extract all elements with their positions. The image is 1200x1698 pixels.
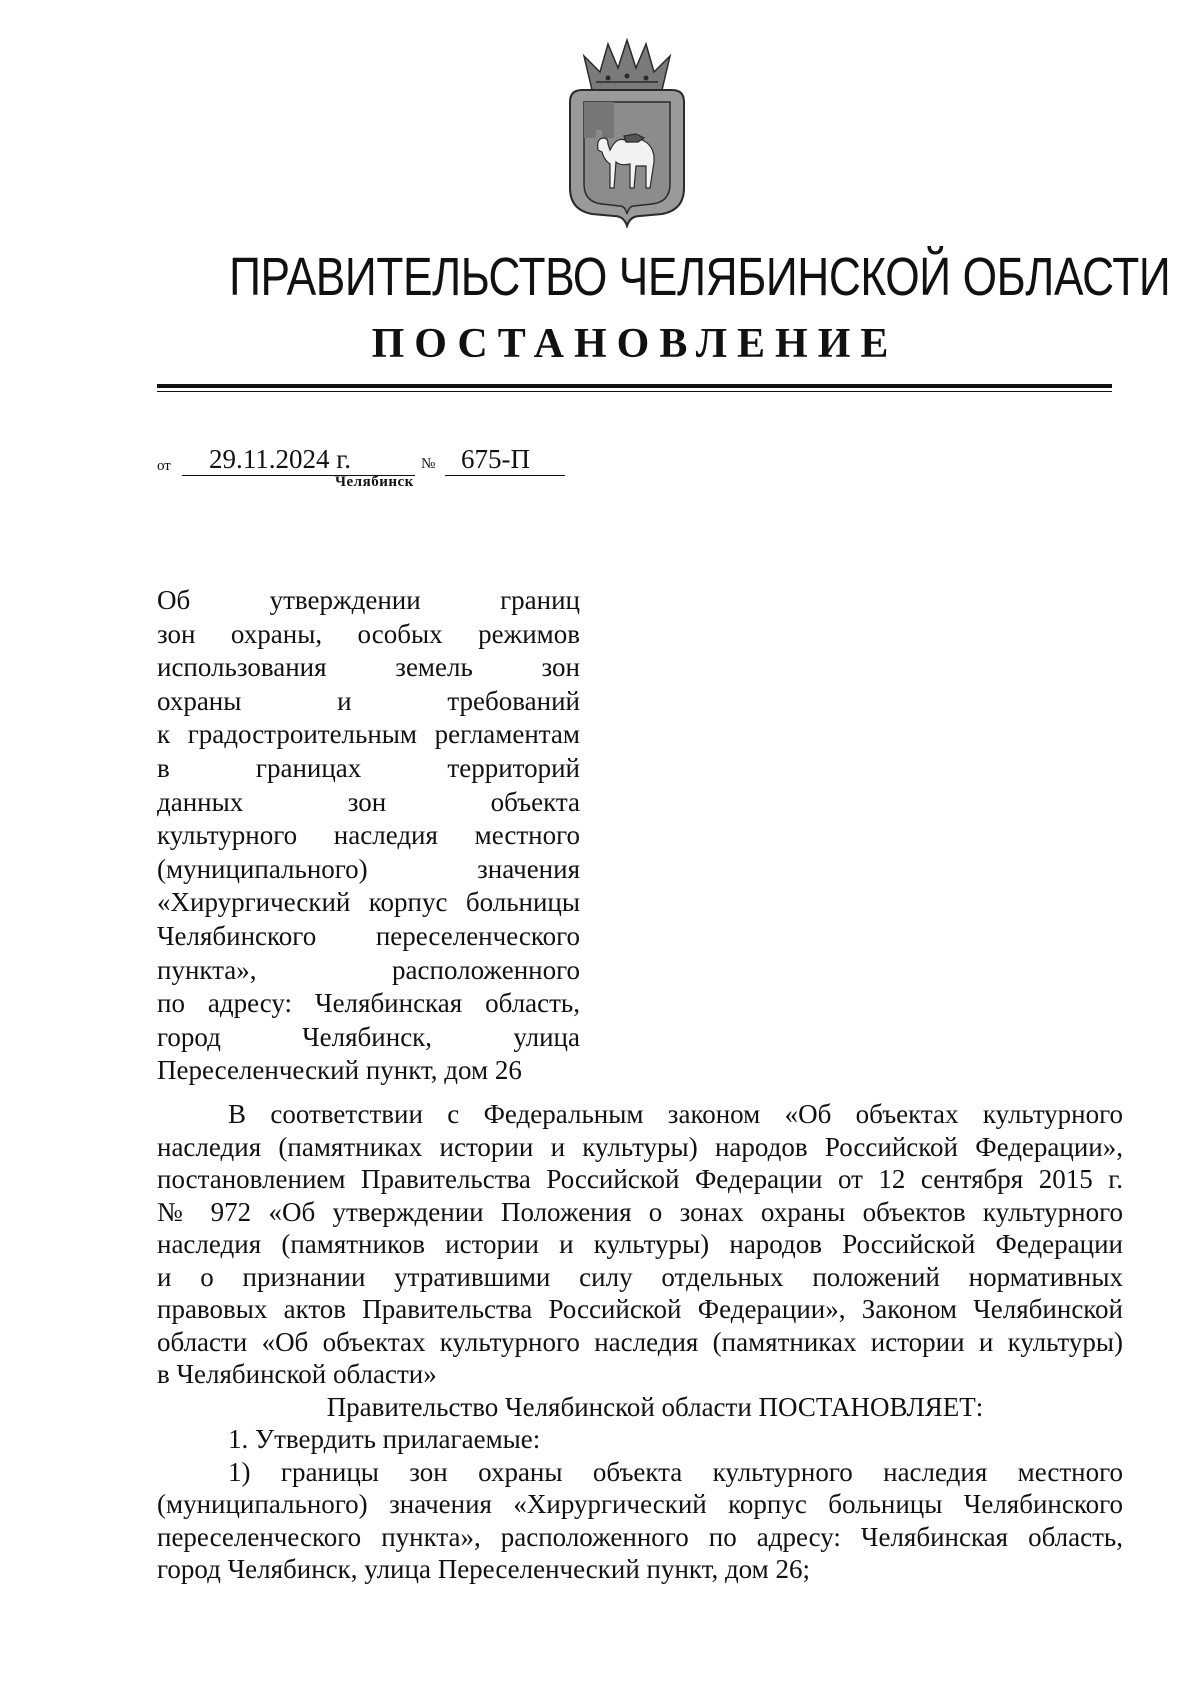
subject-line: в границах территорий <box>157 752 580 783</box>
item-1: 1. Утвердить прилагаемые: <box>228 1424 541 1454</box>
preamble-line: наследия (памятниках истории и культуры) народов Российской Федерации», <box>157 1131 1123 1162</box>
item-1-1-line: (муниципального) значения «Хирургический корпус больницы Челябинского <box>157 1489 1123 1519</box>
subject-line: к градостроительным регламентам <box>157 719 580 750</box>
resolution-statement: Правительство Челябинской области ПОСТАНОВЛЯЕТ: <box>326 1391 984 1422</box>
preamble-line: № 972 «Об утверждении Положения о зонах охраны объектов культурного <box>157 1196 1123 1227</box>
preamble-line: в Челябинской области» <box>157 1359 437 1389</box>
preamble-line: области «Об объектах культурного наследия (памятниках истории и культуры) <box>157 1326 1123 1357</box>
subject-line: пункта», расположенного <box>157 954 580 985</box>
issue-city: Челябинск <box>335 474 414 490</box>
chelyabinsk-coat-of-arms-icon <box>562 38 692 228</box>
subject-line: Об утверждении границ <box>157 585 580 615</box>
preamble-line: В соответствии с Федеральным законом «Об объектах культурного <box>228 1099 1123 1129</box>
crown-icon <box>584 40 670 90</box>
header-divider-thin <box>157 391 1112 392</box>
coat-of-arms <box>562 38 692 228</box>
subject-line: зон охраны, особых режимов <box>157 618 580 649</box>
subject-line: город Челябинск, улица <box>157 1021 580 1052</box>
item-1-1-line: город Челябинск, улица Переселенческий пункт, дом 26; <box>157 1554 811 1584</box>
document-number: 675-П <box>461 444 530 474</box>
subject-line: использования земель зон <box>157 652 580 683</box>
preamble-line: постановлением Правительства Российской Федерации от 12 сентября 2015 г. <box>157 1164 1123 1194</box>
number-underline <box>445 475 565 476</box>
item-1-1-line: 1) границы зон охраны объекта культурного наследия местного <box>228 1456 1123 1487</box>
document-date: 29.11.2024 г. <box>209 444 352 474</box>
item-1-1-line: переселенческого пункта», расположенного по адресу: Челябинская область, <box>157 1521 1123 1552</box>
number-prefix: № <box>421 456 436 472</box>
subject-line: по адресу: Челябинская область, <box>157 988 580 1019</box>
document-body <box>157 1098 1123 1586</box>
subject-line: «Хирургический корпус больницы <box>157 887 580 918</box>
subject-line: Переселенческий пункт, дом 26 <box>157 1055 522 1086</box>
preamble-line: правовых актов Правительства Российской Федерации», Законом Челябинской <box>157 1294 1123 1324</box>
subject-line: культурного наследия местного <box>157 820 580 851</box>
subject-line: (муниципального) значения <box>157 853 580 884</box>
subject-line: Челябинского переселенческого <box>157 920 580 951</box>
document-type-title: ПОСТАНОВЛЕНИЕ <box>371 321 899 367</box>
government-title: ПРАВИТЕЛЬСТВО ЧЕЛЯБИНСКОЙ ОБЛАСТИ <box>229 247 1171 307</box>
subject-line: охраны и требований <box>157 685 580 716</box>
date-prefix: от <box>157 458 171 474</box>
preamble-line: и о признании утратившими силу отдельных положений нормативных <box>157 1261 1123 1292</box>
header-divider-thick <box>157 384 1112 388</box>
preamble-line: наследия (памятников истории и культуры) народов Российской Федерации <box>157 1229 1123 1259</box>
document-subject <box>157 584 580 1088</box>
subject-line: данных зон объекта <box>157 786 580 817</box>
